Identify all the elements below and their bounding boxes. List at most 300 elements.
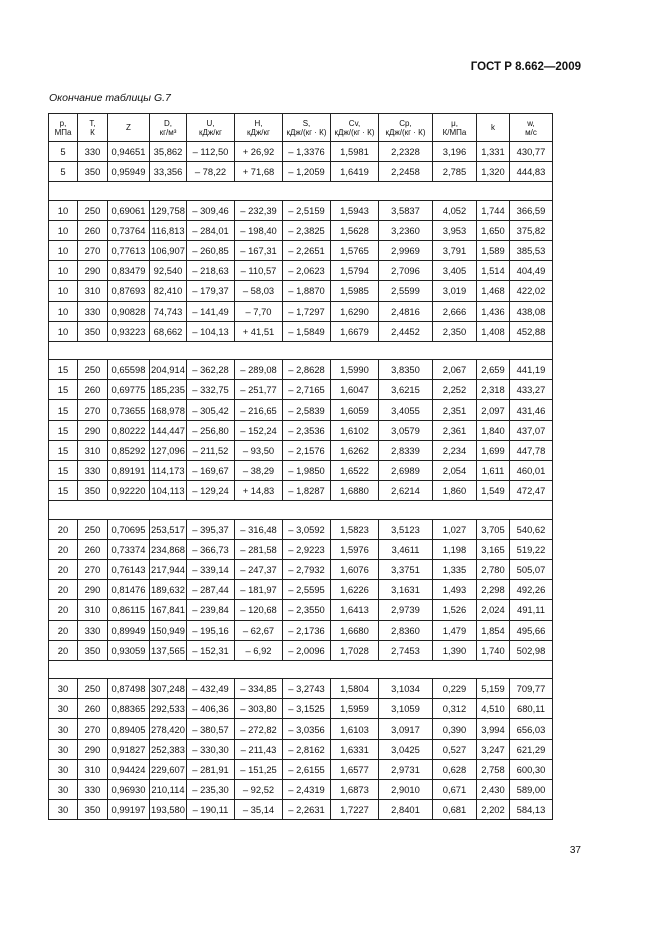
table-cell: 270: [78, 240, 108, 260]
table-row: [49, 380, 553, 400]
table-cell: 1,5804: [331, 679, 379, 699]
group-separator-row: [49, 341, 553, 359]
table-cell: 1,5823: [331, 519, 379, 539]
table-cell: 460,01: [510, 461, 553, 481]
table-cell: 1,6047: [331, 380, 379, 400]
table-cell: – 92,52: [235, 780, 283, 800]
table-cell: 621,29: [510, 739, 553, 759]
table-cell: 290: [78, 261, 108, 281]
table-cell: 2,2458: [379, 162, 433, 182]
table-cell: 0,92220: [108, 481, 150, 501]
table-cell: 3,196: [433, 142, 477, 162]
table-cell: 167,841: [150, 600, 187, 620]
table-cell: – 2,6155: [283, 759, 331, 779]
table-cell: 0,95949: [108, 162, 150, 182]
table-cell: – 181,97: [235, 580, 283, 600]
table-cell: 92,540: [150, 261, 187, 281]
table-cell: 278,420: [150, 719, 187, 739]
table-cell: 189,632: [150, 580, 187, 600]
table-cell: 82,410: [150, 281, 187, 301]
table-cell: – 179,37: [187, 281, 235, 301]
table-cell: – 190,11: [187, 800, 235, 820]
column-unit: К/МПа: [442, 127, 467, 137]
table-cell: 2,9731: [379, 759, 433, 779]
table-cell: 2,430: [477, 780, 510, 800]
table-header-row: [49, 114, 553, 142]
table-cell: 0,89405: [108, 719, 150, 739]
table-cell: 438,08: [510, 301, 553, 321]
table-cell: 217,944: [150, 559, 187, 579]
table-cell: – 167,31: [235, 240, 283, 260]
table-cell: 144,447: [150, 420, 187, 440]
table-row: [49, 699, 553, 719]
table-cell: 491,11: [510, 600, 553, 620]
column-unit: кДж/кг: [199, 127, 222, 137]
table-row: [49, 240, 553, 260]
table-cell: 15: [49, 400, 78, 420]
table-cell: 0,87498: [108, 679, 150, 699]
column-unit: кг/м³: [159, 127, 177, 137]
table-cell: 2,7096: [379, 261, 433, 281]
table-cell: 1,514: [477, 261, 510, 281]
table-cell: 250: [78, 200, 108, 220]
table-cell: 3,165: [477, 539, 510, 559]
table-cell: 253,517: [150, 519, 187, 539]
table-cell: 472,47: [510, 481, 553, 501]
table-cell: – 232,39: [235, 200, 283, 220]
table-cell: 20: [49, 620, 78, 640]
table-cell: 1,331: [477, 142, 510, 162]
table-cell: 1,5985: [331, 281, 379, 301]
table-cell: – 151,25: [235, 759, 283, 779]
table-cell: – 3,0592: [283, 519, 331, 539]
table-cell: – 406,36: [187, 699, 235, 719]
table-cell: 444,83: [510, 162, 553, 182]
table-row: [49, 559, 553, 579]
column-header: [235, 114, 283, 142]
table-cell: 0,83479: [108, 261, 150, 281]
column-symbol: k: [491, 123, 495, 132]
table-cell: 1,335: [433, 559, 477, 579]
table-cell: 0,69061: [108, 200, 150, 220]
table-cell: 2,351: [433, 400, 477, 420]
table-cell: 3,3751: [379, 559, 433, 579]
table-cell: 104,113: [150, 481, 187, 501]
table-cell: 433,27: [510, 380, 553, 400]
table-row: [49, 780, 553, 800]
table-cell: 2,2328: [379, 142, 433, 162]
table-cell: 1,740: [477, 640, 510, 660]
table-cell: 185,235: [150, 380, 187, 400]
table-cell: 0,90828: [108, 301, 150, 321]
table-row: [49, 142, 553, 162]
table-cell: 452,88: [510, 321, 553, 341]
table-cell: 30: [49, 759, 78, 779]
table-cell: – 339,14: [187, 559, 235, 579]
table-row: [49, 360, 553, 380]
table-cell: 193,580: [150, 800, 187, 820]
table-cell: – 1,8287: [283, 481, 331, 501]
table-cell: 1,6413: [331, 600, 379, 620]
table-cell: 292,533: [150, 699, 187, 719]
table-cell: 437,07: [510, 420, 553, 440]
table-cell: 1,6226: [331, 580, 379, 600]
table-cell: 1,7028: [331, 640, 379, 660]
table-cell: 3,1059: [379, 699, 433, 719]
table-cell: – 2,7932: [283, 559, 331, 579]
table-row: [49, 321, 553, 341]
table-cell: 1,027: [433, 519, 477, 539]
table-cell: 1,5976: [331, 539, 379, 559]
table-row: [49, 620, 553, 640]
table-row: [49, 580, 553, 600]
column-unit: кДж/кг: [247, 127, 270, 137]
column-header: [283, 114, 331, 142]
table-row: [49, 719, 553, 739]
table-cell: 260: [78, 699, 108, 719]
table-cell: – 2,3536: [283, 420, 331, 440]
table-cell: 2,8339: [379, 440, 433, 460]
table-cell: 30: [49, 800, 78, 820]
table-cell: – 141,49: [187, 301, 235, 321]
table-cell: 2,298: [477, 580, 510, 600]
column-header: [510, 114, 553, 142]
table-cell: 2,252: [433, 380, 477, 400]
table-cell: 129,758: [150, 200, 187, 220]
table-cell: 2,785: [433, 162, 477, 182]
group-separator-cell: [49, 660, 553, 678]
table-cell: 330: [78, 620, 108, 640]
table-cell: 366,59: [510, 200, 553, 220]
table-cell: – 2,7165: [283, 380, 331, 400]
table-cell: 0,88365: [108, 699, 150, 719]
table-cell: – 1,3376: [283, 142, 331, 162]
table-cell: 3,4055: [379, 400, 433, 420]
table-cell: 3,5123: [379, 519, 433, 539]
table-cell: 1,6059: [331, 400, 379, 420]
table-cell: 10: [49, 321, 78, 341]
table-cell: – 251,77: [235, 380, 283, 400]
table-cell: – 316,48: [235, 519, 283, 539]
table-cell: 1,479: [433, 620, 477, 640]
table-cell: + 14,83: [235, 481, 283, 501]
table-cell: – 112,50: [187, 142, 235, 162]
table-cell: – 380,57: [187, 719, 235, 739]
table-cell: – 303,80: [235, 699, 283, 719]
column-symbol: p,: [59, 118, 67, 128]
table-cell: 2,6214: [379, 481, 433, 501]
table-cell: 0,671: [433, 780, 477, 800]
table-cell: – 2,2651: [283, 240, 331, 260]
table-cell: 270: [78, 559, 108, 579]
table-cell: 0,91827: [108, 739, 150, 759]
table-cell: – 366,73: [187, 539, 235, 559]
table-row: [49, 301, 553, 321]
table-cell: 2,780: [477, 559, 510, 579]
table-cell: 10: [49, 301, 78, 321]
table-cell: 3,0917: [379, 719, 433, 739]
data-table: [48, 113, 553, 820]
table-cell: 2,9969: [379, 240, 433, 260]
table-cell: 3,4611: [379, 539, 433, 559]
table-cell: 2,361: [433, 420, 477, 440]
table-cell: – 289,08: [235, 360, 283, 380]
table-cell: – 2,3825: [283, 220, 331, 240]
table-cell: 30: [49, 699, 78, 719]
column-header: [433, 114, 477, 142]
table-cell: 584,13: [510, 800, 553, 820]
table-cell: 10: [49, 281, 78, 301]
table-cell: – 239,84: [187, 600, 235, 620]
table-cell: 2,5599: [379, 281, 433, 301]
column-header: [150, 114, 187, 142]
table-cell: – 1,9850: [283, 461, 331, 481]
table-cell: 20: [49, 519, 78, 539]
table-cell: 3,791: [433, 240, 477, 260]
group-separator-row: [49, 501, 553, 519]
table-cell: 495,66: [510, 620, 553, 640]
document-title: ГОСТ Р 8.662—2009: [470, 61, 581, 73]
table-cell: 137,565: [150, 640, 187, 660]
table-row: [49, 200, 553, 220]
table-cell: – 104,13: [187, 321, 235, 341]
table-cell: 3,994: [477, 719, 510, 739]
table-cell: 10: [49, 240, 78, 260]
table-cell: 1,6290: [331, 301, 379, 321]
table-cell: 0,73764: [108, 220, 150, 240]
table-cell: – 2,1736: [283, 620, 331, 640]
table-cell: 2,666: [433, 301, 477, 321]
table-cell: 2,067: [433, 360, 477, 380]
table-cell: 127,096: [150, 440, 187, 460]
table-cell: 330: [78, 301, 108, 321]
table-cell: 15: [49, 420, 78, 440]
table-cell: 310: [78, 440, 108, 460]
table-cell: – 7,70: [235, 301, 283, 321]
table-cell: 3,0425: [379, 739, 433, 759]
column-unit: кДж/(кг · К): [334, 127, 375, 137]
table-cell: – 2,0623: [283, 261, 331, 281]
column-symbol: w,: [527, 118, 535, 128]
column-symbol: Z: [126, 123, 131, 132]
table-cell: – 169,67: [187, 461, 235, 481]
table-cell: 0,69775: [108, 380, 150, 400]
table-cell: 540,62: [510, 519, 553, 539]
table-cell: 1,6873: [331, 780, 379, 800]
table-cell: 0,229: [433, 679, 477, 699]
table-cell: – 62,67: [235, 620, 283, 640]
table-row: [49, 440, 553, 460]
table-cell: 3,2360: [379, 220, 433, 240]
table-cell: 20: [49, 580, 78, 600]
table-cell: 5: [49, 162, 78, 182]
table-cell: 2,6989: [379, 461, 433, 481]
table-cell: 310: [78, 759, 108, 779]
table-cell: 2,318: [477, 380, 510, 400]
table-cell: – 120,68: [235, 600, 283, 620]
table-cell: – 334,85: [235, 679, 283, 699]
table-row: [49, 539, 553, 559]
table-cell: 252,383: [150, 739, 187, 759]
table-cell: 270: [78, 719, 108, 739]
table-cell: – 1,2059: [283, 162, 331, 182]
table-cell: 1,6522: [331, 461, 379, 481]
table-cell: 2,097: [477, 400, 510, 420]
table-cell: 1,7227: [331, 800, 379, 820]
table-cell: 30: [49, 719, 78, 739]
table-cell: 2,4816: [379, 301, 433, 321]
table-cell: 1,744: [477, 200, 510, 220]
table-cell: 1,5959: [331, 699, 379, 719]
column-unit: м/с: [525, 127, 537, 137]
table-cell: – 3,2743: [283, 679, 331, 699]
table-cell: 441,19: [510, 360, 553, 380]
table-cell: 5: [49, 142, 78, 162]
table-cell: 0,93223: [108, 321, 150, 341]
table-cell: – 198,40: [235, 220, 283, 240]
group-separator-row: [49, 182, 553, 200]
table-cell: – 211,43: [235, 739, 283, 759]
table-cell: – 2,1576: [283, 440, 331, 460]
table-cell: – 216,65: [235, 400, 283, 420]
table-cell: 1,5990: [331, 360, 379, 380]
table-cell: 0,73374: [108, 539, 150, 559]
table-cell: 0,312: [433, 699, 477, 719]
table-cell: 1,650: [477, 220, 510, 240]
table-cell: – 432,49: [187, 679, 235, 699]
table-cell: – 2,5159: [283, 200, 331, 220]
table-cell: 3,0579: [379, 420, 433, 440]
column-header: [331, 114, 379, 142]
table-cell: – 272,82: [235, 719, 283, 739]
column-symbol: D,: [164, 118, 172, 128]
table-cell: 1,5628: [331, 220, 379, 240]
table-cell: 1,5981: [331, 142, 379, 162]
table-cell: 330: [78, 142, 108, 162]
table-cell: 350: [78, 800, 108, 820]
table-cell: 250: [78, 360, 108, 380]
table-cell: – 287,44: [187, 580, 235, 600]
table-cell: 0,628: [433, 759, 477, 779]
table-cell: 0,94424: [108, 759, 150, 779]
table-cell: 2,054: [433, 461, 477, 481]
table-cell: 3,953: [433, 220, 477, 240]
table-cell: 330: [78, 780, 108, 800]
table-cell: 35,862: [150, 142, 187, 162]
table-row: [49, 739, 553, 759]
table-cell: – 35,14: [235, 800, 283, 820]
table-cell: 1,6577: [331, 759, 379, 779]
table-cell: 3,019: [433, 281, 477, 301]
column-unit: кДж/(кг · К): [385, 127, 426, 137]
table-cell: – 260,85: [187, 240, 235, 260]
column-header: [108, 114, 150, 142]
table-cell: – 281,91: [187, 759, 235, 779]
page-number: 37: [569, 845, 581, 856]
table-cell: 310: [78, 281, 108, 301]
table-cell: 1,589: [477, 240, 510, 260]
table-cell: 430,77: [510, 142, 553, 162]
group-separator-cell: [49, 501, 553, 519]
table-cell: 2,234: [433, 440, 477, 460]
group-separator-row: [49, 660, 553, 678]
column-symbol: S,: [302, 118, 311, 128]
column-symbol: H,: [254, 118, 263, 128]
table-cell: 350: [78, 321, 108, 341]
table-cell: – 284,01: [187, 220, 235, 240]
table-cell: 2,8360: [379, 620, 433, 640]
table-cell: 30: [49, 679, 78, 699]
table-cell: 505,07: [510, 559, 553, 579]
table-cell: 3,247: [477, 739, 510, 759]
table-cell: 0,73655: [108, 400, 150, 420]
table-row: [49, 281, 553, 301]
table-cell: 10: [49, 220, 78, 240]
table-cell: 260: [78, 539, 108, 559]
table-cell: 20: [49, 640, 78, 660]
table-cell: 1,526: [433, 600, 477, 620]
table-cell: 1,6331: [331, 739, 379, 759]
table-cell: 15: [49, 360, 78, 380]
table-cell: 519,22: [510, 539, 553, 559]
table-cell: 0,99197: [108, 800, 150, 820]
table-cell: 1,6102: [331, 420, 379, 440]
table-cell: – 2,8628: [283, 360, 331, 380]
table-cell: 502,98: [510, 640, 553, 660]
table-cell: 74,743: [150, 301, 187, 321]
column-header: [379, 114, 433, 142]
table-cell: 680,11: [510, 699, 553, 719]
table-cell: – 332,75: [187, 380, 235, 400]
table-cell: 106,907: [150, 240, 187, 260]
table-row: [49, 600, 553, 620]
column-symbol: U,: [206, 118, 215, 128]
table-cell: 709,77: [510, 679, 553, 699]
table-cell: 229,607: [150, 759, 187, 779]
table-cell: 0,681: [433, 800, 477, 820]
table-caption: Окончание таблицы G.7: [49, 92, 171, 104]
table-cell: – 93,50: [235, 440, 283, 460]
table-cell: 20: [49, 559, 78, 579]
table-cell: 1,6679: [331, 321, 379, 341]
table-cell: 0,70695: [108, 519, 150, 539]
table-cell: – 129,24: [187, 481, 235, 501]
table-cell: 2,202: [477, 800, 510, 820]
table-cell: – 309,46: [187, 200, 235, 220]
table-cell: 1,860: [433, 481, 477, 501]
table-cell: 1,320: [477, 162, 510, 182]
table-cell: – 2,9223: [283, 539, 331, 559]
table-cell: 1,6880: [331, 481, 379, 501]
table-cell: 3,5837: [379, 200, 433, 220]
table-cell: 15: [49, 440, 78, 460]
table-cell: – 3,1525: [283, 699, 331, 719]
table-cell: 1,840: [477, 420, 510, 440]
table-cell: 2,7453: [379, 640, 433, 660]
table-cell: 0,89191: [108, 461, 150, 481]
table-row: [49, 220, 553, 240]
table-cell: 422,02: [510, 281, 553, 301]
table-cell: 307,248: [150, 679, 187, 699]
table-cell: 30: [49, 739, 78, 759]
table-cell: 1,5794: [331, 261, 379, 281]
table-cell: 3,1631: [379, 580, 433, 600]
table-cell: 1,6680: [331, 620, 379, 640]
table-row: [49, 481, 553, 501]
table-cell: – 2,3550: [283, 600, 331, 620]
table-cell: 1,699: [477, 440, 510, 460]
table-cell: 2,4452: [379, 321, 433, 341]
